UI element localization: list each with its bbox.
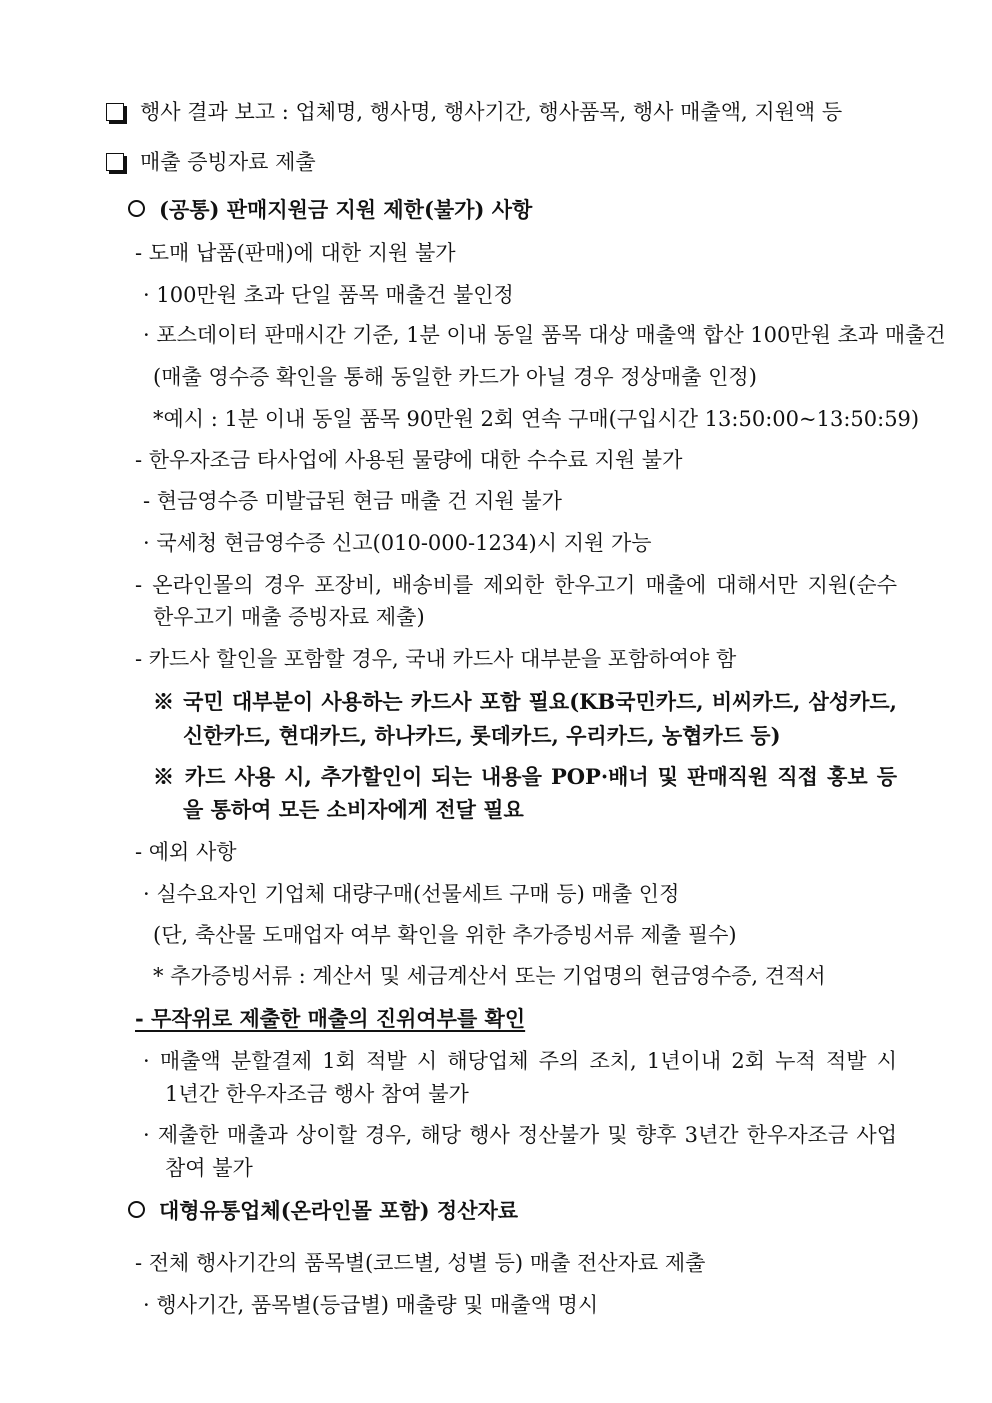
circle-bullet-icon bbox=[128, 200, 145, 217]
split-payment-line-2: 1년간 한우자조금 행사 참여 불가 bbox=[165, 1082, 469, 1106]
note2-line-1: ※ 카드 사용 시, 추가할인이 되는 내용을 POP·배너 및 판매직원 직접 홍보 등 bbox=[153, 764, 897, 789]
split-payment-line-1: · 매출액 분할결제 1회 적발 시 해당업체 주의 조치, 1년이내 2회 누적 적발 시 bbox=[143, 1049, 897, 1073]
random-check-line: - 무작위로 제출한 매출의 진위여부를 확인 bbox=[135, 1006, 526, 1031]
wholesale-line: - 도매 납품(판매)에 대한 지원 불가 bbox=[135, 241, 456, 265]
sales-evidence-text: 매출 증빙자료 제출 bbox=[140, 150, 316, 174]
checkbox-item-sales-evidence bbox=[106, 149, 316, 175]
example-line: *예시 : 1분 이내 동일 품목 90만원 2회 연속 구매(구입시간 13:50:00~13:50:59) bbox=[153, 407, 920, 431]
other-business-line: - 한우자조금 타사업에 사용된 물량에 대한 수수료 지원 불가 bbox=[135, 448, 683, 472]
online-line-2: 한우고기 매출 증빙자료 제출) bbox=[153, 605, 425, 629]
section2-heading: 대형유통업체(온라인몰 포함) 정산자료 bbox=[128, 1198, 518, 1224]
checkbox-icon bbox=[106, 103, 124, 121]
over-limit-line: · 100만원 초과 단일 품목 매출건 불인정 bbox=[143, 283, 514, 307]
checkbox-item-event-report bbox=[106, 99, 842, 125]
section1-heading: (공통) 판매지원금 지원 제한(불가) 사항 bbox=[128, 197, 532, 223]
event-report-text: 행사 결과 보고 : 업체명, 행사명, 행사기간, 행사품목, 행사 매출액, 지원액 등 bbox=[140, 100, 843, 124]
mismatch-line-2: 참여 불가 bbox=[165, 1156, 253, 1180]
full-period-line: - 전체 행사기간의 품목별(코드별, 성별 등) 매출 전산자료 제출 bbox=[135, 1251, 706, 1275]
online-line-1: - 온라인몰의 경우 포장비, 배송비를 제외한 한우고기 매출에 대해서만 지원(순수 bbox=[135, 573, 897, 597]
cash-receipt-line: - 현금영수증 미발급된 현금 매출 건 지원 불가 bbox=[143, 489, 562, 513]
pos-note-line: (매출 영수증 확인을 통해 동일한 카드가 아닐 경우 정상매출 인정) bbox=[153, 365, 757, 389]
nts-report-line: · 국세청 현금영수증 신고(010-000-1234)시 지원 가능 bbox=[143, 531, 652, 555]
specify-line: · 행사기간, 품목별(등급별) 매출량 및 매출액 명시 bbox=[143, 1293, 599, 1317]
exceptions-line: - 예외 사항 bbox=[135, 840, 237, 864]
note2-line-2: 을 통하여 모든 소비자에게 전달 필요 bbox=[183, 797, 524, 822]
pos-rule-line: · 포스데이터 판매시간 기준, 1분 이내 동일 품목 대상 매출액 합산 100만원 초과 매출건 bbox=[143, 323, 946, 347]
circle-bullet-icon bbox=[128, 1201, 145, 1218]
note1-line-2: 신한카드, 현대카드, 하나카드, 롯데카드, 우리카드, 농협카드 등) bbox=[183, 723, 781, 748]
extra-docs-line: * 추가증빙서류 : 계산서 및 세금계산서 또는 기업명의 현금영수증, 견적서 bbox=[153, 964, 826, 988]
bulk-note-line: (단, 축산물 도매업자 여부 확인을 위한 추가증빙서류 제출 필수) bbox=[153, 923, 737, 947]
card-discount-line: - 카드사 할인을 포함할 경우, 국내 카드사 대부분을 포함하여야 함 bbox=[135, 647, 737, 671]
checkbox-icon bbox=[106, 153, 124, 171]
bulk-purchase-line: · 실수요자인 기업체 대량구매(선물세트 구매 등) 매출 인정 bbox=[143, 882, 680, 906]
note1-line-1: ※ 국민 대부분이 사용하는 카드사 포함 필요(KB국민카드, 비씨카드, 삼성카드, bbox=[153, 689, 897, 714]
mismatch-line-1: · 제출한 매출과 상이할 경우, 해당 행사 정산불가 및 향후 3년간 한우자조금 사업 bbox=[143, 1123, 897, 1147]
